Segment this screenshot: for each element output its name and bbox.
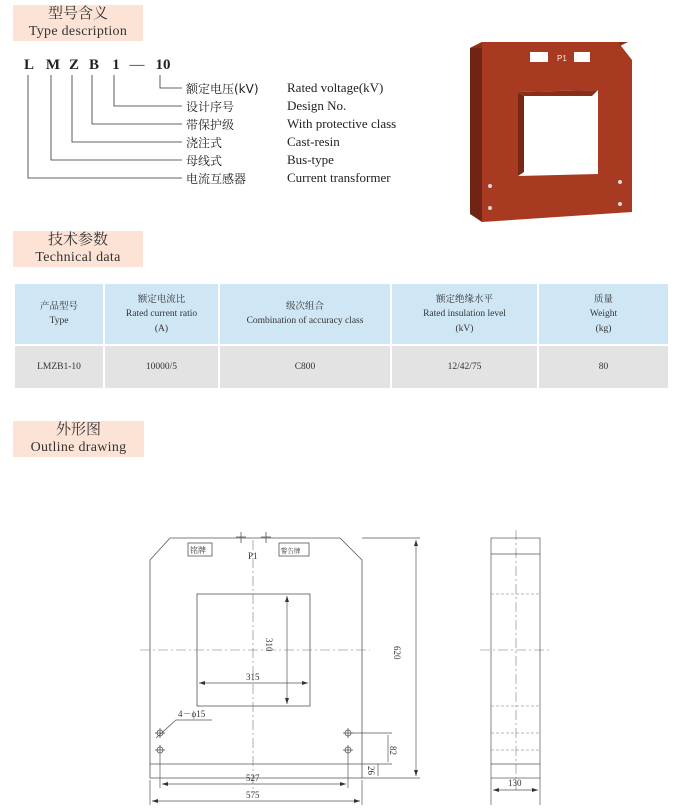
column-header-cn: 额定绝缘水平 bbox=[435, 293, 493, 305]
column-header-en: Combination of accuracy class bbox=[246, 316, 364, 326]
desc-cn: 带保护级 bbox=[186, 118, 235, 132]
column-header-cn: 产品型号 bbox=[39, 301, 78, 312]
dim-window-height: 310 bbox=[264, 638, 274, 652]
technical-data-table bbox=[13, 284, 670, 388]
code-letter-b: B bbox=[88, 57, 99, 73]
column-header-accuracy-class bbox=[220, 284, 390, 344]
cell-insulation-level: 12/42/75 bbox=[392, 344, 537, 388]
column-header-cn: 质量 bbox=[593, 293, 613, 305]
nameplate-label: 铭牌 bbox=[190, 546, 206, 555]
dim-total-width: 575 bbox=[246, 790, 260, 800]
type-description-title-en: Type description bbox=[28, 24, 128, 39]
code-letter-l: L bbox=[23, 57, 34, 73]
dim-thickness: 130 bbox=[508, 778, 522, 788]
front-view-outline bbox=[150, 538, 362, 778]
outline-drawing bbox=[0, 525, 678, 808]
column-header-unit: (kg) bbox=[595, 323, 612, 334]
desc-cn: 母线式 bbox=[186, 154, 223, 168]
column-header-rated-current-ratio bbox=[105, 284, 218, 344]
code-dash: — bbox=[129, 57, 145, 73]
type-description-title-cn: 型号含义 bbox=[47, 6, 108, 22]
product-terminal-label: P1 bbox=[557, 54, 567, 63]
column-header-cn: 级次组合 bbox=[285, 301, 324, 312]
table-row bbox=[15, 344, 668, 388]
desc-cn: 电流互感器 bbox=[186, 172, 247, 186]
cell-weight: 80 bbox=[539, 344, 668, 388]
desc-en: Design No. bbox=[287, 98, 347, 113]
cell-type: LMZB1-10 bbox=[15, 344, 103, 388]
column-header-weight bbox=[539, 284, 668, 344]
code-voltage: 10 bbox=[155, 57, 171, 73]
product-image bbox=[468, 34, 638, 226]
warning-plate-label: 警告牌 bbox=[281, 547, 301, 555]
dim-total-height: 620 bbox=[392, 646, 402, 660]
table-header-row bbox=[15, 284, 668, 344]
desc-en: With protective class bbox=[287, 116, 397, 131]
code-letter-z: Z bbox=[68, 57, 79, 73]
technical-data-title-en: Technical data bbox=[35, 250, 121, 265]
desc-cn: 浇注式 bbox=[186, 136, 223, 150]
desc-cn: 额定电压(kV) bbox=[186, 82, 259, 96]
outline-drawing-title-en: Outline drawing bbox=[30, 440, 127, 455]
column-header-unit: (A) bbox=[154, 323, 169, 334]
column-header-insulation-level bbox=[392, 284, 537, 344]
column-header-unit: (kV) bbox=[455, 323, 474, 334]
desc-en: Cast-resin bbox=[287, 134, 340, 149]
desc-en: Current transformer bbox=[287, 170, 391, 185]
technical-data-title-cn: 技术参数 bbox=[47, 232, 108, 248]
outline-drawing-title-cn: 外形图 bbox=[55, 422, 101, 438]
terminal-label: P1 bbox=[248, 551, 258, 561]
column-header-en: Rated current ratio bbox=[125, 308, 198, 319]
desc-cn: 设计序号 bbox=[186, 100, 235, 114]
code-letter-1: 1 bbox=[112, 57, 120, 73]
dim-hole-vertical: 82 bbox=[388, 746, 398, 755]
column-header-type bbox=[15, 284, 103, 344]
desc-en: Bus-type bbox=[287, 152, 334, 167]
outline-drawing-header bbox=[13, 421, 144, 457]
dim-hole-bottom: 26 bbox=[366, 766, 376, 775]
cell-current-ratio: 10000/5 bbox=[105, 344, 218, 388]
code-letter-m: M bbox=[45, 57, 61, 73]
column-header-cn: 额定电流比 bbox=[137, 293, 186, 305]
column-header-en: Rated insulation level bbox=[423, 308, 506, 319]
technical-data-header bbox=[13, 231, 143, 267]
cell-accuracy-class: C800 bbox=[220, 344, 390, 388]
code-connector-lines bbox=[0, 0, 190, 190]
dim-window-width: 315 bbox=[246, 672, 260, 682]
desc-en: Rated voltage(kV) bbox=[287, 80, 384, 95]
column-header-en: Type bbox=[49, 316, 69, 326]
holes-label: 4－ϕ15 bbox=[178, 709, 206, 719]
column-header-en: Weight bbox=[589, 308, 618, 319]
dim-hole-spacing: 527 bbox=[246, 773, 260, 783]
